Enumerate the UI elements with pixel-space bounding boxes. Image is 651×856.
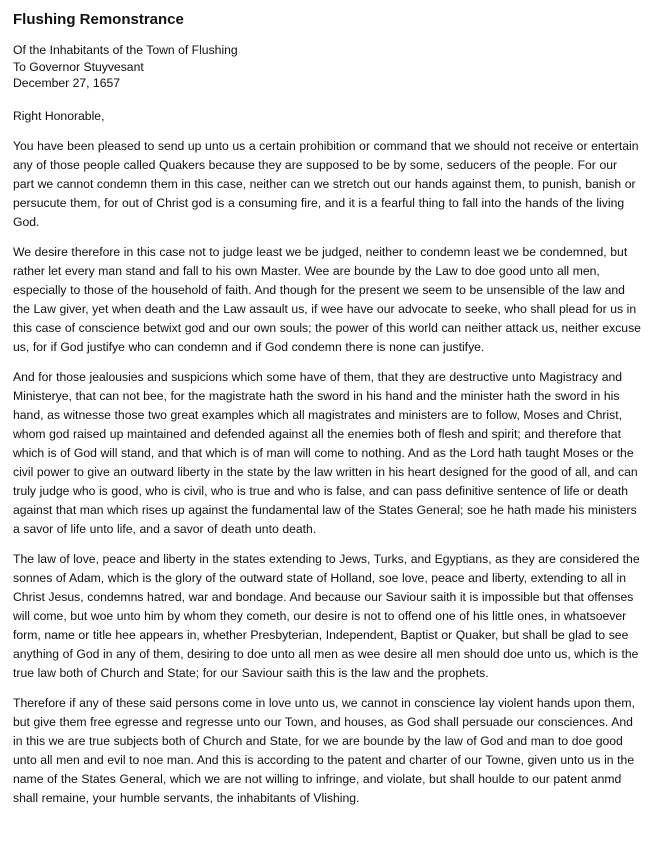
- salutation: Right Honorable,: [13, 108, 105, 123]
- address-line-inhabitants: Of the Inhabitants of the Town of Flushing: [13, 43, 238, 57]
- paragraph-1: You have been pleased to send up unto us a certain prohibition or command that we should not receive or entertain any of those people called Quakers because they are supposed to be by some, seducers of the people. For our part we cannot condemn them in this case, neither can we stretch out our hands against them, to punish, banish or persucute them, for out of Christ god is a consuming fire, and it is a fearful thing to fall into the hands of the living God.: [13, 139, 639, 229]
- address-line-recipient: To Governor Stuyvesant: [13, 59, 144, 74]
- address-line-date: December 27, 1657: [13, 76, 121, 90]
- paragraph-5: Therefore if any of these said persons come in love unto us, we cannot in conscience lay violent hands upon them, but give them free egresse and regresse unto our Town, and houses, as God shall persuade our consciences. And in this we are true subjects both of Church and State, for we are bounde by the law of God and man to doe good unto all men and evil to noe man. And this is according to the patent and charter of our Towne, given unto us in the name of the States General, which we are not willing to infringe, and violate, but shall houlde to our patent anmd shall remaine, your humble servants, the inhabitants of Vlishing.: [13, 696, 635, 805]
- paragraph-4: The law of love, peace and liberty in the states extending to Jews, Turks, and Egyptians, as they are considered the sonnes of Adam, which is the glory of the outward state of Holland, soe love, peace and liberty, extending to all in Christ Jesus, condemns hatred, war and bondage. And because our Saviour saith it is impossible but that offenses will come, but woe unto him by whom they cometh, our desire is not to offend one of his little ones, in whatsoever form, name or title hee appears in, whether Presbyterian, Independent, Baptist or Quaker, but shall be glad to see anything of God in any of them, desiring to doe unto all men as wee desire all men should doe unto us, which is the true law both of Church and State; for our Saviour saith this is the law and the prophets.: [13, 552, 640, 680]
- paragraph-2: We desire therefore in this case not to judge least we be judged, neither to condemn least we be condemned, but rather let every man stand and fall to his own Master. Wee are bounde by the Law to doe good unto all men, especially to those of the household of faith. And though for the present we seem to be unsensible of the law and the Law giver, yet when death and the Law assault us, if wee have our advocate to seeke, who shall plead for us in this case of conscience betwixt god and our own souls; the power of this world can neither attack us, neither excuse us, for if God justifye who can condemn and if God condemn there is none can justifye.: [13, 245, 641, 354]
- paragraph-3: And for those jealousies and suspicions which some have of them, that they are destructive unto Magistracy and Ministerye, that can not bee, for the magistrate hath the sword in his hand and the minister hath the sword in his hand, as witnesse those two great examples which all magistrates and ministers are to follow, Moses and Christ, whom god raised up maintained and defended against all the enemies both of flesh and spirit; and therefore that which is of God will stand, and that which is of man will come to nothing. And as the Lord hath taught Moses or the civil power to give an outward liberty in the state by the law written in his heart designed for the good of all, and can truly judge who is good, who is civil, who is true and who is false, and can pass definitive sentence of life or death against that man which rises up against the fundamental law of the States General; soe he hath made his ministers a savor of life unto life, and a savor of death unto death.: [13, 370, 638, 536]
- address-block: [13, 42, 641, 92]
- document-title: Flushing Remonstrance: [13, 11, 184, 28]
